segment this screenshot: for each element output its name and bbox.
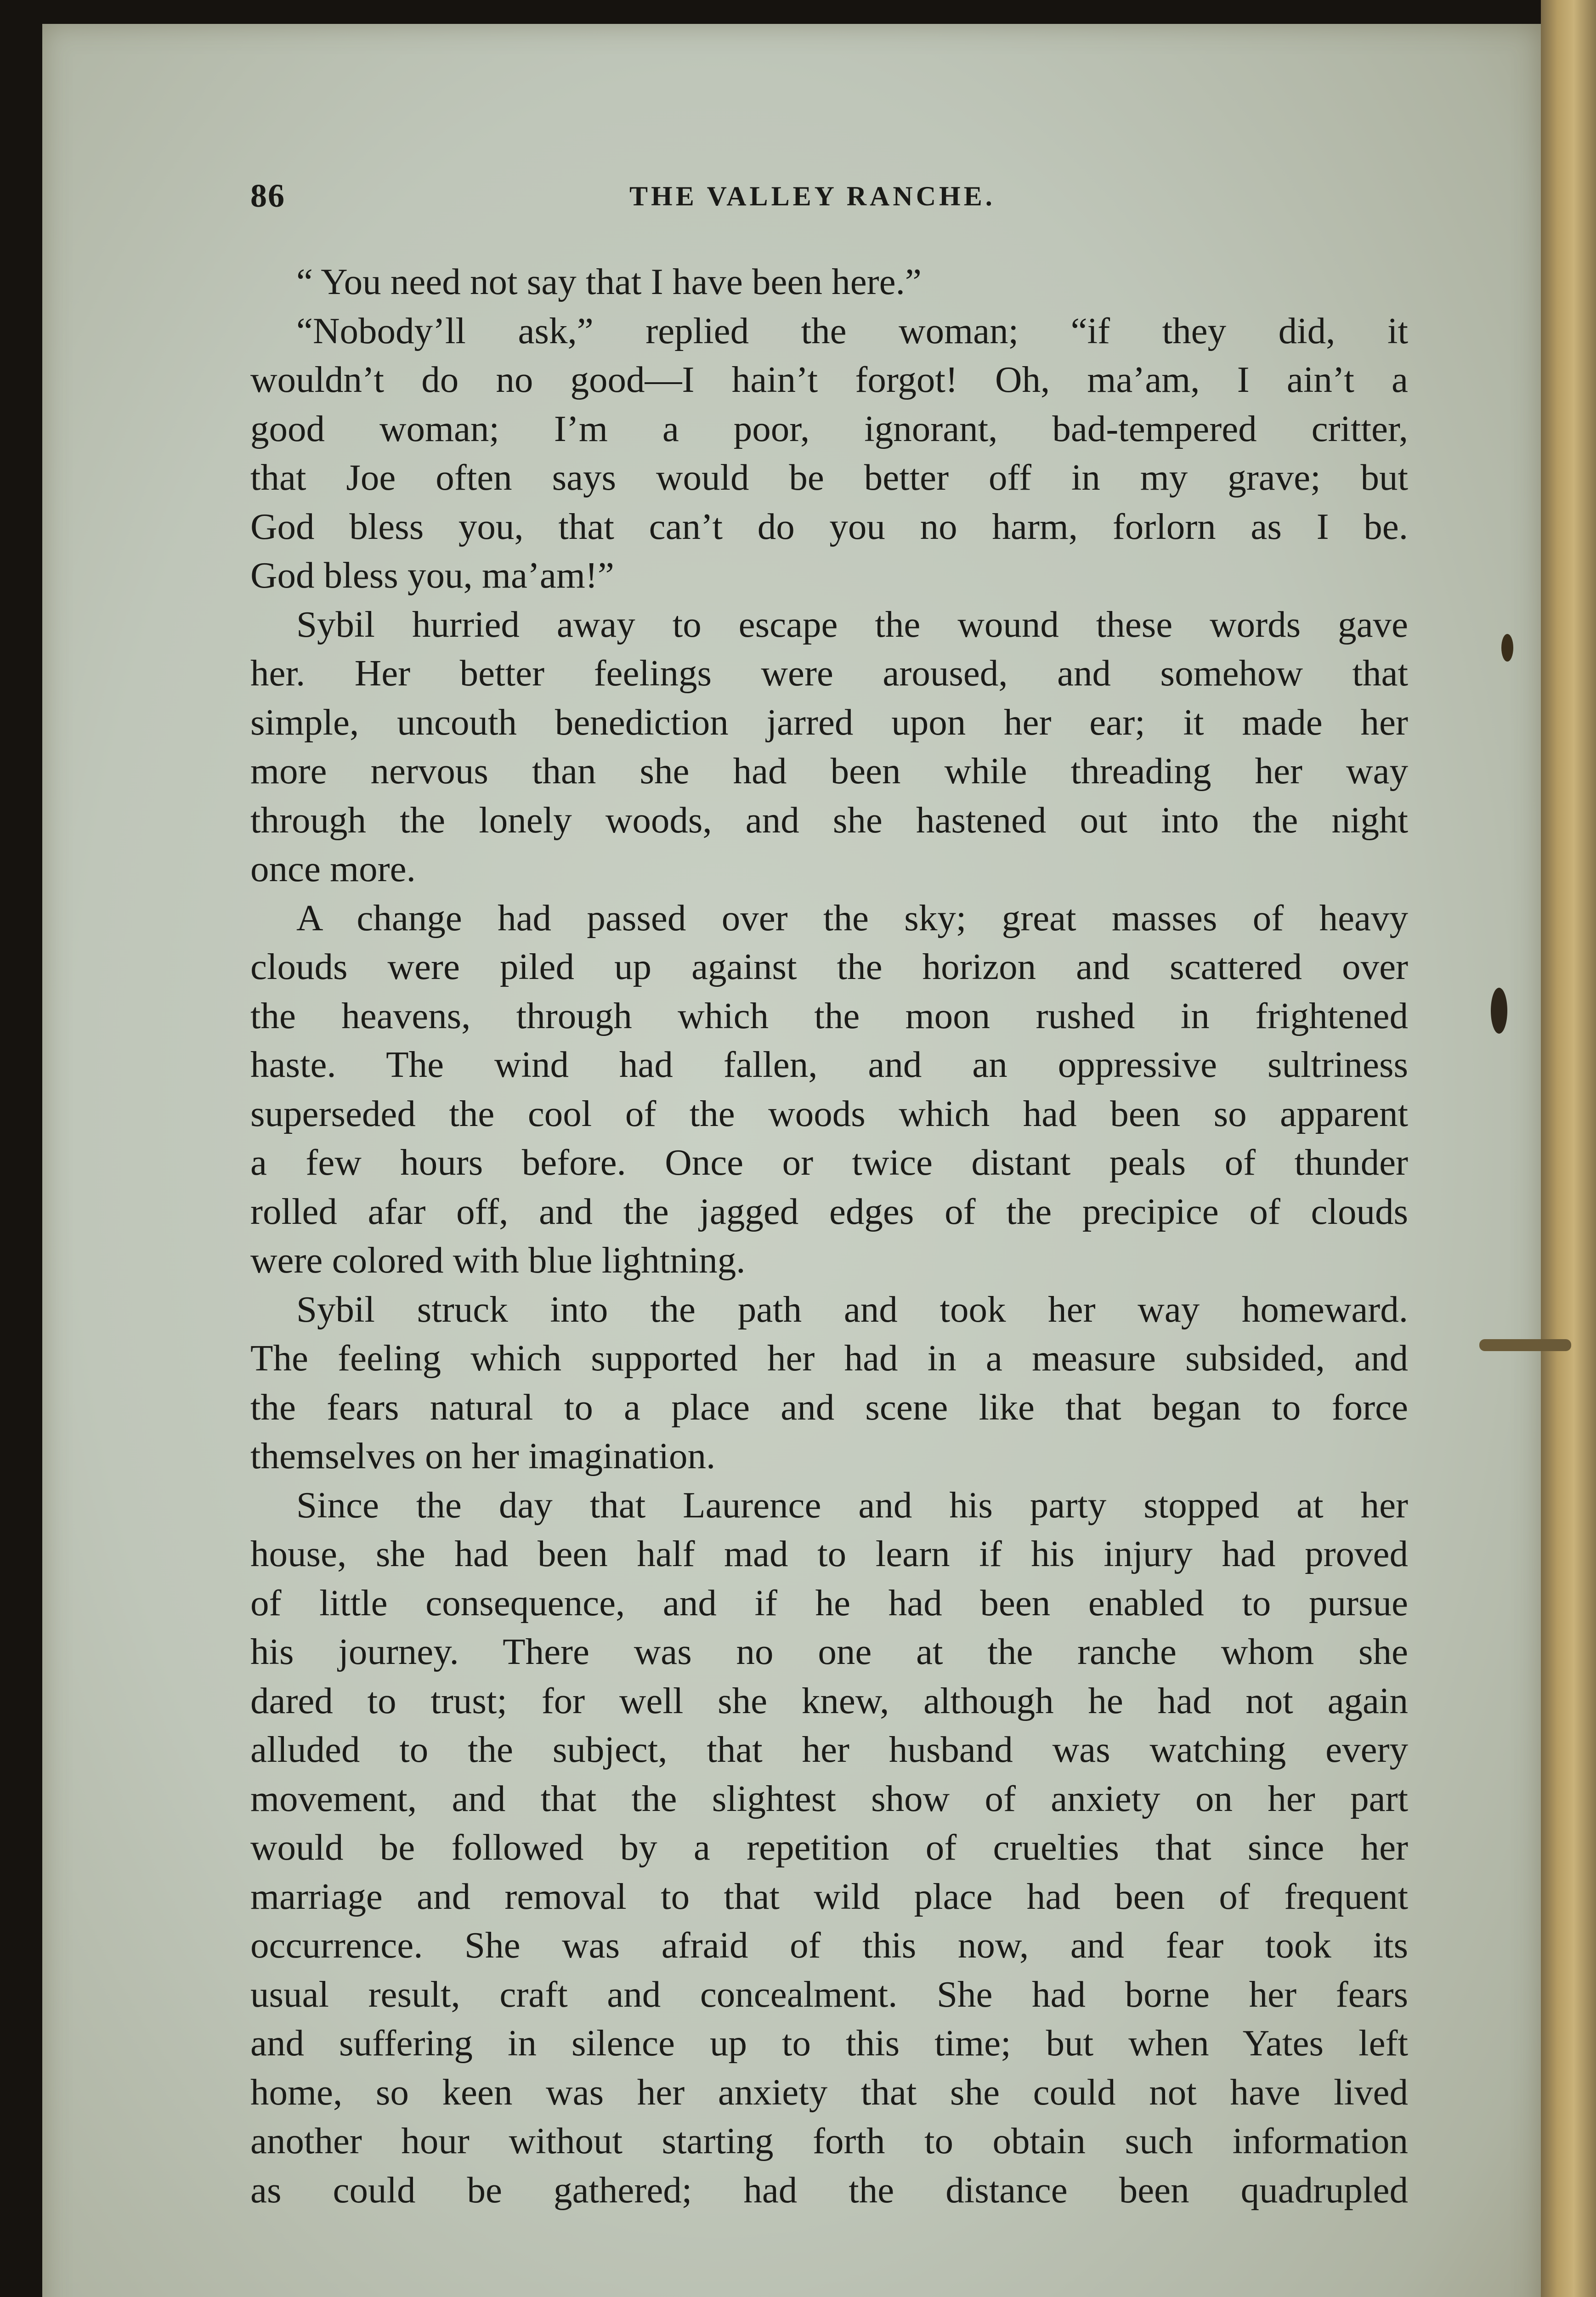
text-line: “ You need not say that I have been here.” [296,261,922,302]
text-line: his journey. There was no one at the ranche whom she [250,1631,1408,1672]
text-line: that Joe often says would be better off in my grave; but [250,457,1408,498]
running-head [0,177,1596,223]
body-text [250,257,1408,2214]
text-line: the fears natural to a place and scene like that began to force [250,1386,1408,1428]
ink-blot [1501,634,1513,662]
text-line: a few hours before. Once or twice distant peals of thunder [250,1142,1408,1183]
text-line: Sybil struck into the path and took her way homeward. [296,1288,1408,1330]
text-line: Sybil hurried away to escape the wound these words gave [296,603,1408,645]
text-line: alluded to the subject, that her husband was watching every [250,1729,1408,1770]
running-head-title: THE VALLEY RANCHE. [629,181,996,211]
text-line: God bless you, ma’am!” [250,554,614,596]
page-number: 86 [250,177,285,214]
text-line: haste. The wind had fallen, and an oppressive sultriness [250,1044,1408,1085]
text-line: as could be gathered; had the distance been quadrupled [250,2169,1408,2211]
ink-blot [1491,988,1507,1034]
text-line: would be followed by a repetition of cruelties that since her [250,1827,1408,1868]
text-line: rolled afar off, and the jagged edges of the precipice of clouds [250,1190,1408,1232]
text-line: The feeling which supported her had in a measure subsided, and [250,1337,1408,1379]
text-line: occurrence. She was afraid of this now, and fear took its [250,1924,1408,1966]
text-line: of little consequence, and if he had been enabled to pursue [250,1582,1408,1624]
text-line: the heavens, through which the moon rushed in frightened [250,995,1408,1036]
text-line: A change had passed over the sky; great masses of heavy [296,897,1408,939]
text-line: good woman; I’m a poor, ignorant, bad-tempered critter, [250,407,1408,449]
text-line: usual result, craft and concealment. She had borne her fears [250,1973,1408,2015]
text-line: home, so keen was her anxiety that she could not have lived [250,2071,1408,2113]
text-line: once more. [250,848,416,889]
text-line: and suffering in silence up to this time; but when Yates left [250,2022,1408,2064]
text-line: movement, and that the slightest show of anxiety on her part [250,1777,1408,1819]
text-line: house, she had been half mad to learn if his injury had proved [250,1533,1408,1574]
text-line: superseded the cool of the woods which had been so apparent [250,1092,1408,1134]
binding-thread [1479,1339,1571,1351]
text-line: clouds were piled up against the horizon and scattered over [250,946,1408,987]
text-line: her. Her better feelings were aroused, and somehow that [250,652,1408,694]
text-line: through the lonely woods, and she hastened out into the night [250,799,1408,841]
text-line: God bless you, that can’t do you no harm, forlorn as I be. [250,505,1408,547]
next-page-edge [1541,0,1596,2297]
text-line: Since the day that Laurence and his party stopped at her [296,1484,1408,1526]
text-line: more nervous than she had been while threading her way [250,750,1408,792]
text-line: another hour without starting forth to obtain such information [250,2120,1408,2161]
text-line: marriage and removal to that wild place had been of frequent [250,1875,1408,1917]
text-line: simple, uncouth benediction jarred upon her ear; it made her [250,701,1408,743]
text-line: “Nobody’ll ask,” replied the woman; “if they did, it [296,310,1408,351]
text-line: were colored with blue lightning. [250,1239,746,1281]
text-line: dared to trust; for well she knew, although he had not again [250,1680,1408,1721]
text-line: wouldn’t do no good—I hain’t forgot! Oh, ma’am, I ain’t a [250,359,1408,400]
text-line: themselves on her imagination. [250,1435,716,1477]
